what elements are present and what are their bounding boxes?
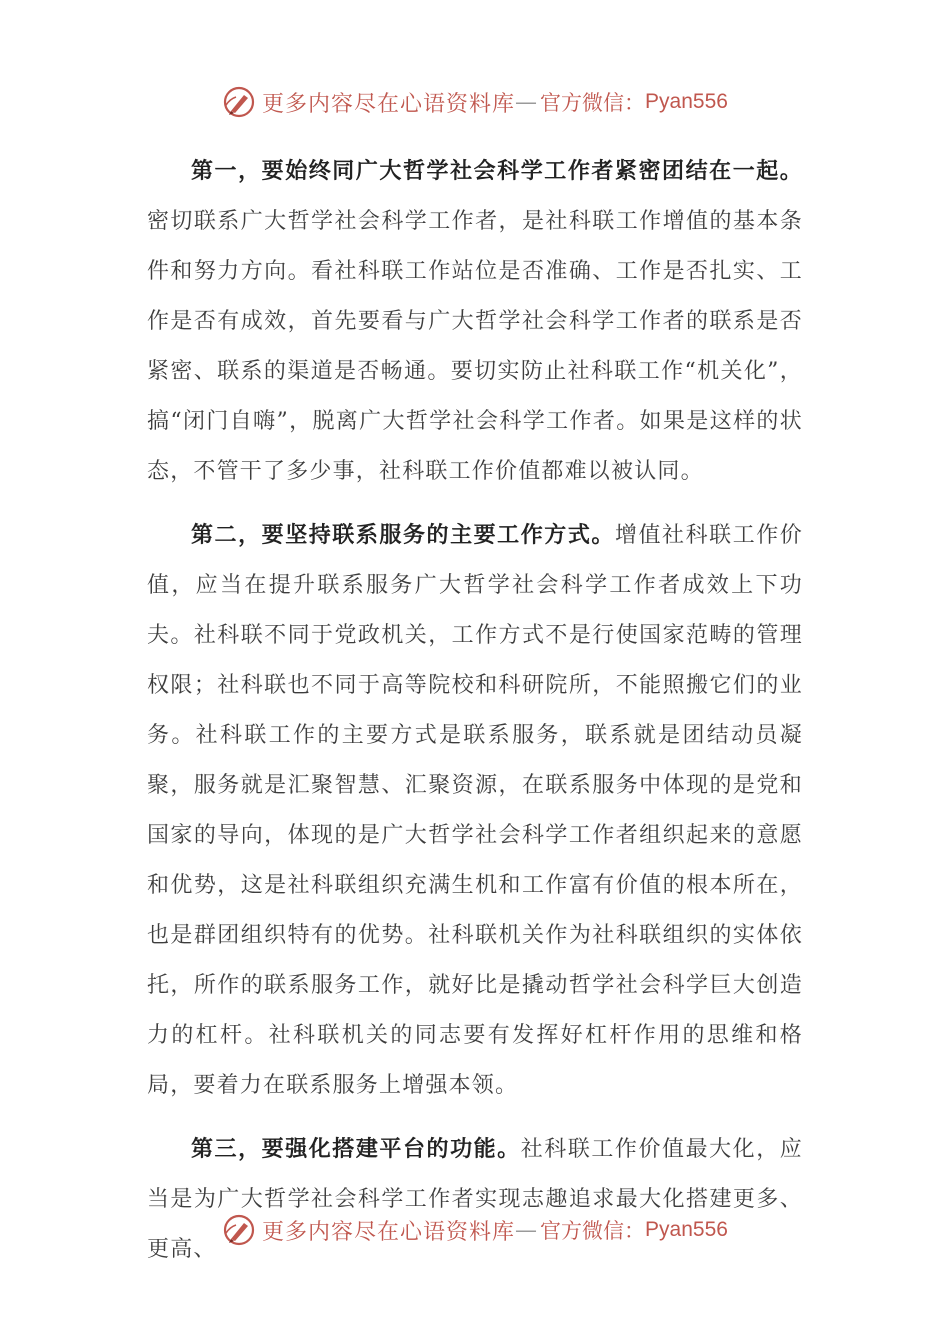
watermark-text: 更多内容尽在心语资料库: [262, 91, 516, 117]
paragraph-2: [147, 510, 803, 1111]
watermark-wechat-label: 官方微信：: [540, 1219, 646, 1243]
paragraph-1: [147, 146, 803, 497]
watermark-wechat-label: 官方微信：: [540, 91, 646, 115]
pen-logo-icon: [222, 1213, 256, 1247]
watermark-dash: —: [515, 1217, 539, 1243]
watermark-wechat-id: Pyan556: [645, 90, 728, 113]
watermark-dash: —: [515, 89, 539, 115]
paragraph-1-text: 密切联系广大哲学社会科学工作者，是社科联工作增值的基本条件和努力方向。看社科联工作站位是否准确、工作是否扎实、工作是否有成效，首先要看与广大哲学社会科学工作者的联系是否紧密、联系的渠道是否畅通。要切实防止社科联工作“机关化”，搞“闭门自嗨”，脱离广大哲学社会科学工作者。如果是这样的状态，不管干了多少事，社科联工作价值都难以被认同。: [147, 209, 803, 484]
header-watermark: [0, 82, 950, 122]
pen-logo-icon: [222, 85, 256, 119]
paragraph-1-heading: 第一，要始终同广大哲学社会科学工作者紧密团结在一起。: [191, 158, 803, 184]
paragraph-3: [147, 1124, 803, 1275]
footer-watermark: [0, 1210, 950, 1250]
paragraph-3-heading: 第三，要强化搭建平台的功能。: [191, 1136, 521, 1162]
paragraph-2-text: 增值社科联工作价值，应当在提升联系服务广大哲学社会科学工作者成效上下功夫。社科联不同于党政机关，工作方式不是行使国家范畴的管理权限；社科联也不同于高等院校和科研院所，不能照搬它们的业务。社科联工作的主要方式是联系服务，联系就是团结动员凝聚，服务就是汇聚智慧、汇聚资源，在联系服务中体现的是党和国家的导向，体现的是广大哲学社会科学工作者组织起来的意愿和优势，这是社科联组织充满生机和工作富有价值的根本所在，也是群团组织特有的优势。社科联机关作为社科联组织的实体依托，所作的联系服务工作，就好比是撬动哲学社会科学巨大创造力的杠杆。社科联机关的同志要有发挥好杠杆作用的思维和格局，要着力在联系服务上增强本领。: [147, 523, 803, 1098]
document-body: [147, 146, 803, 1288]
watermark-text: 更多内容尽在心语资料库: [262, 1219, 516, 1245]
paragraph-3-text: 社科联工作价值最大化，应当是为广大哲学社会科学工作者实现志趣追求最大化搭建更多、更高、: [147, 1137, 803, 1262]
paragraph-2-heading: 第二，要坚持联系服务的主要工作方式。: [191, 522, 615, 548]
watermark-wechat-id: Pyan556: [645, 1218, 728, 1241]
